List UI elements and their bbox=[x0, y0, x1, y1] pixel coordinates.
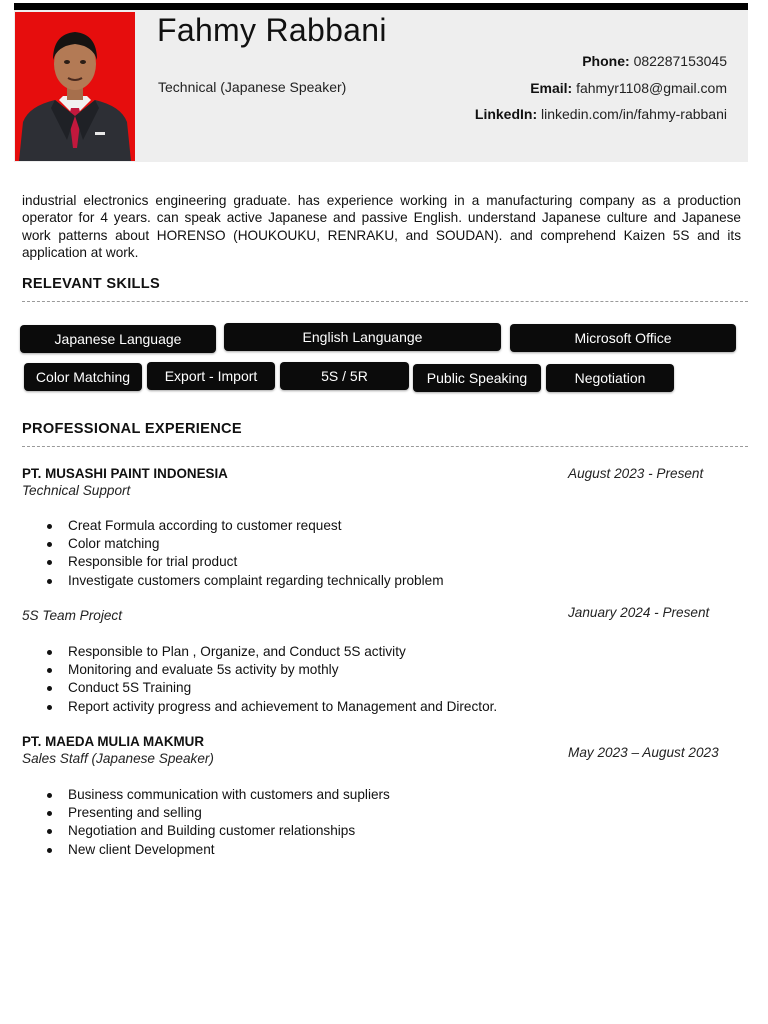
contact-email bbox=[530, 80, 727, 96]
company-name: PT. MUSASHI PAINT INDONESIA bbox=[22, 466, 228, 481]
list-item: Responsible to Plan , Organize, and Conduct 5S activity bbox=[46, 643, 497, 661]
list-item: Presenting and selling bbox=[46, 804, 390, 822]
skill-chip: Color Matching bbox=[24, 363, 142, 391]
list-item: Creat Formula according to customer request bbox=[46, 517, 444, 535]
job-period: August 2023 - Present bbox=[568, 466, 704, 481]
list-item: Report activity progress and achievement to Management and Director. bbox=[46, 698, 497, 716]
job-duties-list bbox=[46, 786, 390, 859]
company-name: PT. MAEDA MULIA MAKMUR bbox=[22, 734, 204, 749]
skill-chip: Negotiation bbox=[546, 364, 674, 392]
email-label: Email: bbox=[530, 80, 573, 96]
phone-label: Phone: bbox=[582, 53, 630, 69]
phone-value: 082287153045 bbox=[633, 53, 727, 69]
list-item: Business communication with customers and supliers bbox=[46, 786, 390, 804]
experience-divider bbox=[22, 446, 748, 447]
candidate-name: Fahmy Rabbani bbox=[157, 12, 387, 48]
job-title: Technical Support bbox=[22, 483, 131, 498]
experience-section-title: PROFESSIONAL EXPERIENCE bbox=[22, 421, 242, 437]
job-duties-list bbox=[46, 517, 444, 590]
list-item: Conduct 5S Training bbox=[46, 679, 497, 697]
linkedin-value: linkedin.com/in/fahmy-rabbani bbox=[541, 106, 727, 122]
contact-linkedin bbox=[475, 106, 727, 122]
skill-chip: Export - Import bbox=[147, 362, 275, 390]
list-item: Investigate customers complaint regarding technically problem bbox=[46, 572, 444, 590]
job-title: 5S Team Project bbox=[22, 608, 122, 623]
skill-chip: Public Speaking bbox=[413, 364, 541, 392]
list-item: Monitoring and evaluate 5s activity by mothly bbox=[46, 661, 497, 679]
list-item: Responsible for trial product bbox=[46, 553, 444, 571]
profile-photo bbox=[15, 12, 135, 161]
skill-chip: English Languange bbox=[224, 323, 501, 351]
job-duties-list bbox=[46, 643, 497, 716]
linkedin-label: LinkedIn: bbox=[474, 106, 538, 122]
job-period: January 2024 - Present bbox=[568, 605, 710, 620]
email-value: fahmyr1108@gmail.com bbox=[576, 80, 727, 96]
job-title: Sales Staff (Japanese Speaker) bbox=[22, 751, 214, 766]
candidate-role: Technical (Japanese Speaker) bbox=[158, 79, 347, 95]
skills-section-title: RELEVANT SKILLS bbox=[22, 276, 161, 292]
profile-summary: industrial electronics engineering graduate. has experience working in a manufacturing company as a production operator for 4 years. can speak active Japanese and passive English. understand Japanese culture and Japanese work patterns about HORENSO (HOUKOUKU, RENRAKU, and SOUDAN). and comprehend Kaizen 5S and its application at work. bbox=[22, 193, 741, 261]
contact-phone bbox=[582, 53, 727, 69]
header-top-bar bbox=[14, 3, 748, 10]
list-item: Color matching bbox=[46, 535, 444, 553]
job-period: May 2023 – August 2023 bbox=[568, 745, 719, 760]
skill-chip: Microsoft Office bbox=[510, 324, 736, 352]
skill-chip: Japanese Language bbox=[20, 325, 216, 353]
skill-chip: 5S / 5R bbox=[280, 362, 409, 390]
list-item: Negotiation and Building customer relationships bbox=[46, 822, 390, 840]
list-item: New client Development bbox=[46, 841, 390, 859]
skills-divider bbox=[22, 301, 748, 302]
